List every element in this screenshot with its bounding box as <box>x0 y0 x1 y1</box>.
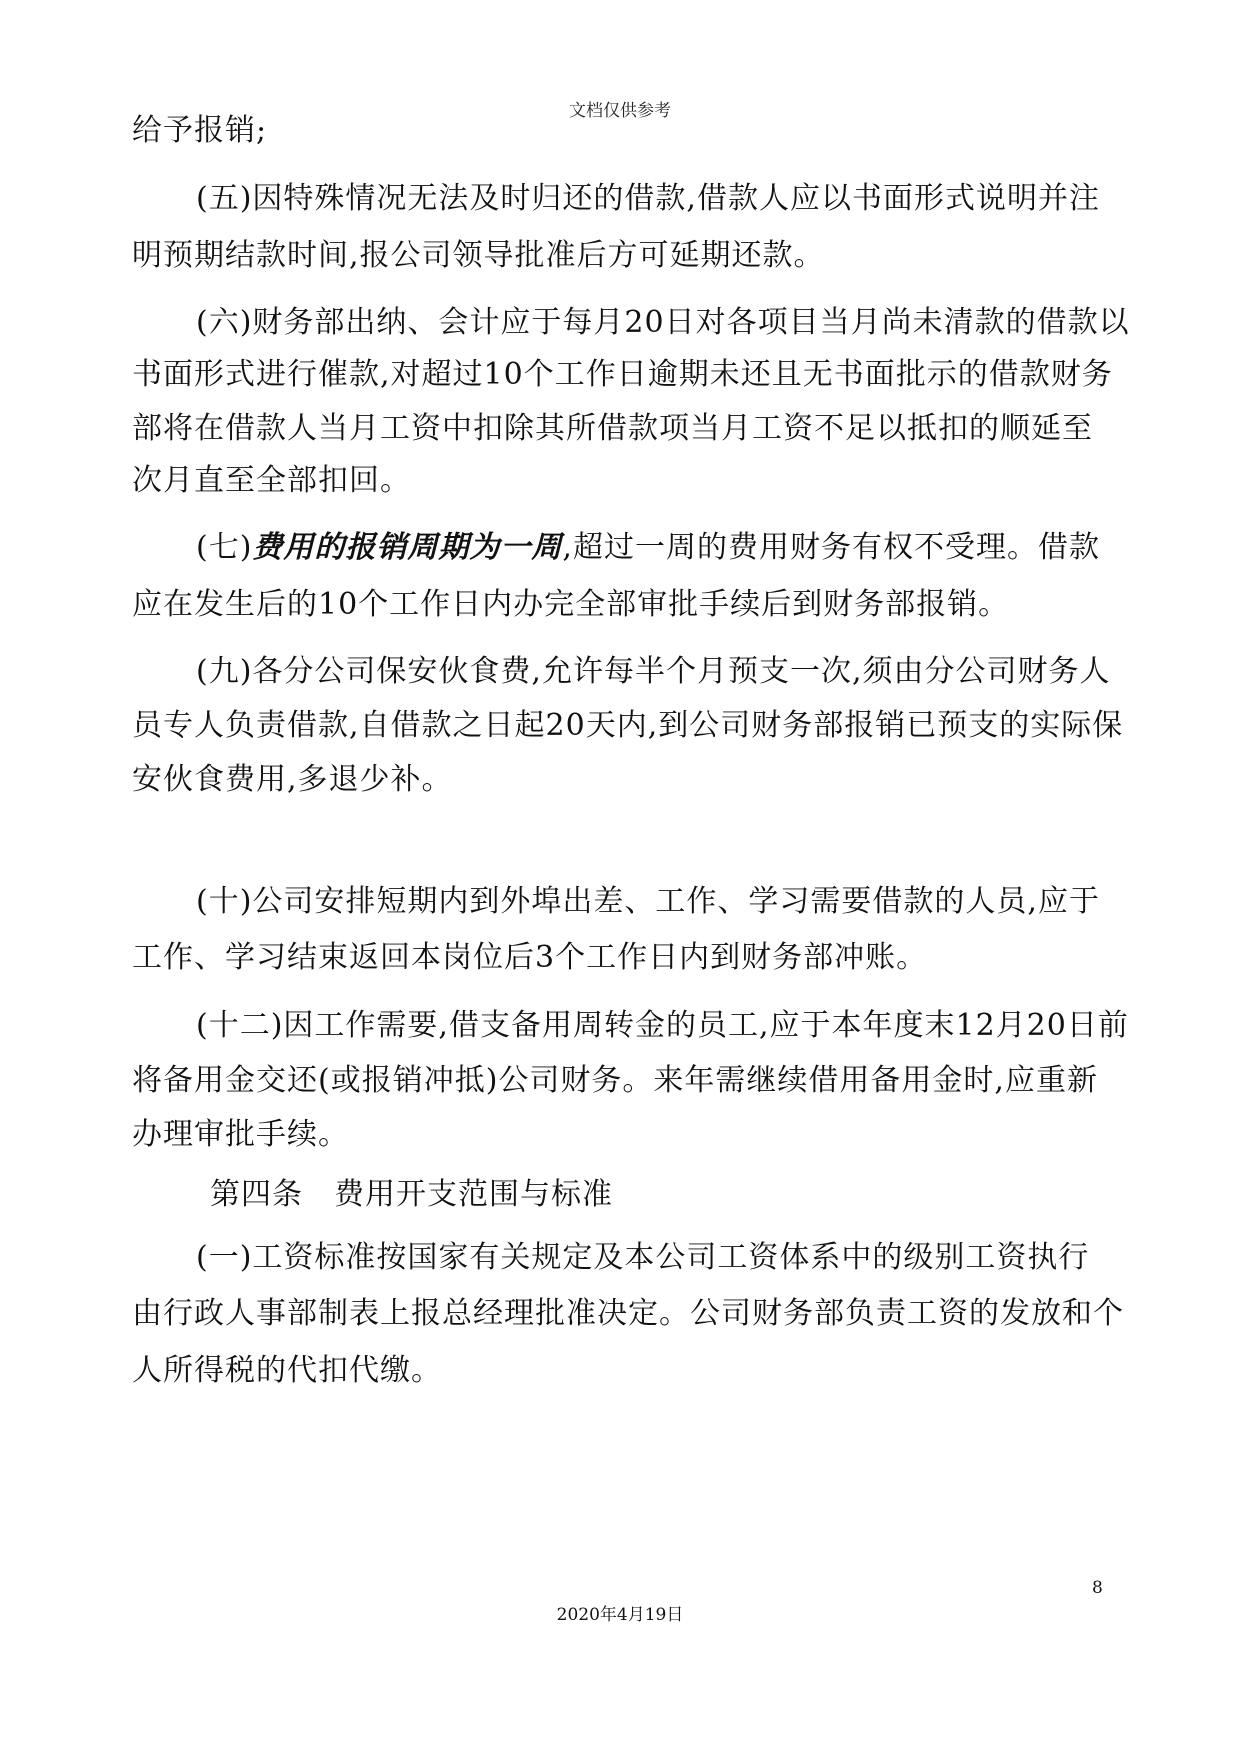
body-line: (九)各分公司保安伙食费,允许每半个月预支一次,须由分公司财务人 <box>196 654 1111 689</box>
header-note: 文档仅供参考 <box>569 101 671 121</box>
body-line: 工作、学习结束返回本岗位后3个工作日内到财务部冲账。 <box>132 940 928 975</box>
article-heading: 第四条 费用开支范围与标准 <box>210 1177 613 1212</box>
body-line: 办理审批手续。 <box>132 1117 349 1152</box>
body-line: (六)财务部出纳、会计应于每月20日对各项目当月尚未清款的借款以 <box>196 305 1130 340</box>
body-line: (五)因特殊情况无法及时归还的借款,借款人应以书面形式说明并注 <box>196 181 1100 216</box>
body-line: 由行政人事部制表上报总经理批准决定。公司财务部负责工资的发放和个 <box>132 1296 1124 1331</box>
footer-date: 2020年4月19日 <box>556 1605 684 1625</box>
body-line: 应在发生后的10个工作日内办完全部审批手续后到财务部报销。 <box>132 587 1010 622</box>
body-line: (十二)因工作需要,借支备用周转金的员工,应于本年度末12月20日前 <box>196 1008 1129 1043</box>
body-line: 安伙食费用,多退少补。 <box>132 762 453 797</box>
item-seven-prefix: (七) <box>196 530 253 565</box>
item-seven-rest: ,超过一周的费用财务有权不受理。借款 <box>562 530 1100 565</box>
item-seven-emphasis: 费用的报销周期为一周 <box>252 530 563 565</box>
body-line: 次月直至全部扣回。 <box>132 463 411 498</box>
body-line: 书面形式进行催款,对超过10个工作日逾期未还且无书面批示的借款财务 <box>132 357 1113 392</box>
body-line: 将备用金交还(或报销冲抵)公司财务。来年需继续借用备用金时,应重新 <box>132 1063 1098 1098</box>
body-line: 明预期结款时间,报公司领导批准后方可延期还款。 <box>132 238 825 273</box>
body-line <box>196 528 1100 568</box>
body-line: 给予报销; <box>132 113 268 148</box>
body-line: (十)公司安排短期内到外埠出差、工作、学习需要借款的人员,应于 <box>196 884 1100 919</box>
body-line: 人所得税的代扣代缴。 <box>132 1353 442 1388</box>
body-line: 部将在借款人当月工资中扣除其所借款项当月工资不足以抵扣的顺延至 <box>132 411 1093 446</box>
body-line: (一)工资标准按国家有关规定及本公司工资体系中的级别工资执行 <box>196 1240 1090 1275</box>
body-line: 员专人负责借款,自借款之日起20天内,到公司财务部报销已预支的实际保 <box>132 708 1124 743</box>
page-number: 8 <box>1092 1578 1103 1598</box>
